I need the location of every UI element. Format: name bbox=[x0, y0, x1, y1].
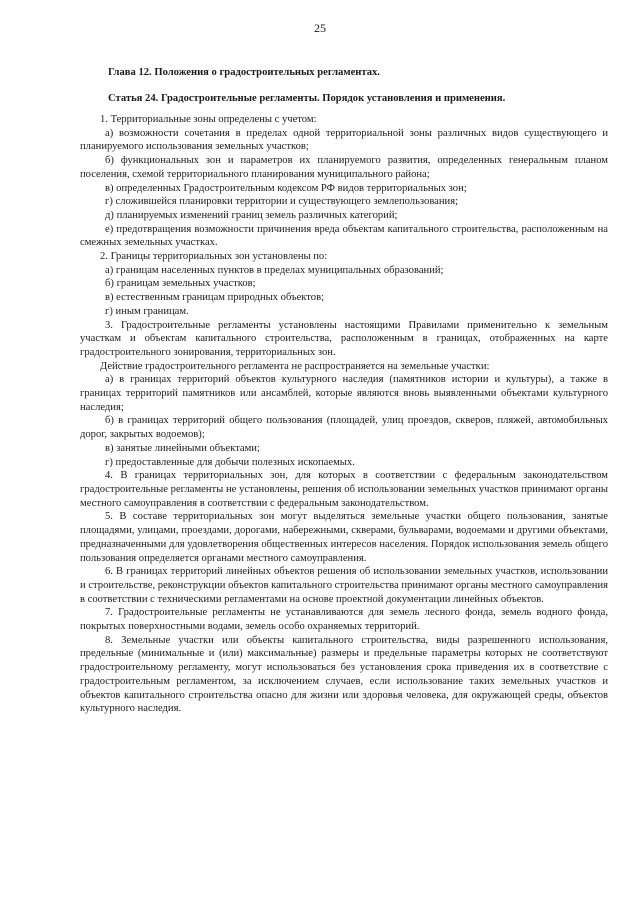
paragraph-1d: г) сложившейся планировки территории и существующего землепользования; bbox=[105, 196, 459, 208]
paragraph-1b: б) функциональных зон и параметров их планируемого развития, определенных генеральным планом поселения, схемой территориального планирования муниципального района; bbox=[80, 155, 608, 180]
paragraph-1: 1. Территориальные зоны определены с учетом: bbox=[100, 114, 317, 125]
paragraph-1f: е) предотвращения возможности причинения вреда объектам капитального строительства, расположенным на смежных земельных участках. bbox=[80, 223, 608, 249]
paragraph-1e: д) планируемых изменений границ земель различных категорий; bbox=[105, 209, 398, 221]
paragraph-3b: б) в границах территорий общего пользования (площадей, улиц проездов, скверов, пляжей, автомобильных дорог, закрытых водоемов); bbox=[80, 415, 608, 441]
paragraph-2c: в) естественным границам природных объектов; bbox=[105, 292, 325, 304]
paragraph-2b: б) границам земельных участков; bbox=[105, 278, 256, 290]
paragraph-3d: г) предоставленные для добычи полезных ископаемых. bbox=[105, 456, 355, 468]
paragraph-8: 8. Земельные участки или объекты капитального строительства, виды разрешенного использования, предельные (минимальные и (или) максимальные) размеры и предельные параметры которых не соответствуют градостроительному регламенту, могут использоваться без установления срока приведения их в соответствие с градостроительным регламентом, за исключением случаев, если использование таких земельных участков и объектов капитального строительства опасно для жизни или здоровья человека, для окружающей среды, объектов культурного наследия. bbox=[80, 634, 608, 715]
paragraph-2: 2. Границы территориальных зон установлены по: bbox=[100, 251, 328, 263]
paragraph-1c: в) определенных Градостроительным кодексом РФ видов территориальных зон; bbox=[105, 182, 467, 194]
paragraph-3-exclusions: Действие градостроительного регламента не распространяется на земельные участки: bbox=[100, 360, 490, 372]
chapter-title: Глава 12. Положения о градостроительных регламентах. bbox=[108, 67, 380, 78]
paragraph-7: 7. Градостроительные регламенты не устанавливаются для земель лесного фонда, земель водного фонда, покрытых поверхностными водами, земель особо охраняемых территорий. bbox=[80, 607, 608, 633]
paragraph-3: 3. Градостроительные регламенты установлены настоящими Правилами применительно к земельным участкам и объектам капитального строительства, расположенным в границах, отображенных на карте градостроительного зонирования, территориальных зон. bbox=[80, 319, 608, 358]
page-number: 25 bbox=[314, 21, 326, 35]
paragraph-3a: а) в границах территорий объектов культурного наследия (памятников истории и культуры), а также в границах территорий памятников или ансамблей, которые являются вновь выявленными объектами культурного наследия; bbox=[80, 374, 608, 413]
paragraph-4: 4. В границах территориальных зон, для которых в соответствии с федеральным законодательством градостроительные регламенты не установлены, решения об использовании земельных участков принимают органы местного самоуправления в соответствии с федеральным законодательством. bbox=[80, 470, 608, 509]
article-body bbox=[80, 113, 608, 716]
article-title: Статья 24. Градостроительные регламенты. Порядок установления и применения. bbox=[108, 93, 506, 104]
paragraph-6: 6. В границах территорий линейных объектов решения об использовании земельных участков, использовании и строительстве, реконструкции объектов капитального строительства принимают органы местного самоуправления в соответствии с техническими регламентами на основе проектной документации линейных объектов. bbox=[80, 566, 608, 605]
paragraph-2a: а) границам населенных пунктов в пределах муниципальных образований; bbox=[105, 264, 444, 276]
paragraph-5: 5. В составе территориальных зон могут выделяться земельные участки общего пользования, занятые площадями, улицами, проездами, дорогами, набережными, скверами, бульварами, водоемами и другими объектами, предназначенными для удовлетворения общественных интересов населения. Порядок использования земель общего пользования определяется органами местного самоуправления. bbox=[80, 511, 608, 564]
paragraph-3c: в) занятые линейными объектами; bbox=[105, 442, 260, 454]
paragraph-2d: г) иным границам. bbox=[105, 305, 189, 317]
paragraph-1a: а) возможности сочетания в пределах одной территориальной зоны различных видов существующего и планируемого использования земельных участков; bbox=[80, 127, 608, 153]
